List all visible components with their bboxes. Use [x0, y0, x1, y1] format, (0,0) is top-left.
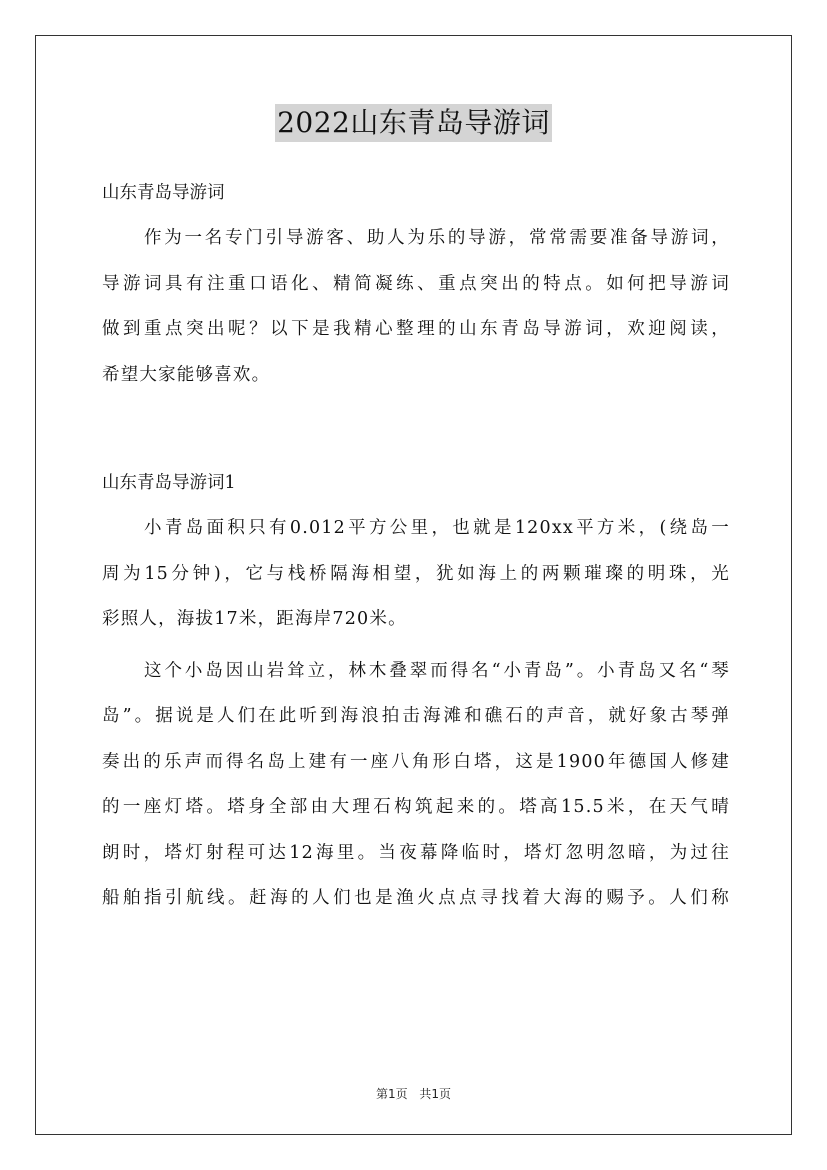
paragraph-line: 朗时，塔灯射程可达12海里。当夜幕降临时，塔灯忽明忽暗，为过往: [102, 842, 730, 863]
intro-heading: 山东青岛导游词: [102, 183, 225, 203]
section1-paragraph-2: [102, 649, 730, 922]
section-gap: [102, 398, 730, 460]
paragraph-line: 奏出的乐声而得名岛上建有一座八角形白塔，这是1900年德国人修建: [102, 751, 730, 772]
paragraph-line: 希望大家能够喜欢。: [102, 364, 271, 385]
document-title: 2022山东青岛导游词: [275, 104, 552, 142]
page-number-total: 共1页: [419, 1087, 452, 1101]
paragraph-line: 做到重点突出呢？以下是我精心整理的山东青岛导游词，欢迎阅读，: [102, 319, 730, 339]
paragraph-line: 导游词具有注重口语化、精简凝练、重点突出的特点。如何把导游词: [102, 273, 730, 294]
document-body: [102, 170, 730, 922]
paragraph-line: 岛”。据说是人们在此听到海浪拍击海滩和礁石的声音，就好象古琴弹: [102, 706, 730, 726]
paragraph-line: 作为一名专门引导游客、助人为乐的导游，常常需要准备导游词，: [144, 228, 730, 248]
section1-paragraph-1: [102, 506, 730, 643]
paragraph-line: 这个小岛因山岩耸立，林木叠翠而得名“小青岛”。小青岛又名“琴: [144, 660, 730, 681]
paragraph-line: 小青岛面积只有0.012平方公里，也就是120xx平方米，(绕岛一: [144, 518, 730, 538]
intro-paragraph: [102, 216, 730, 398]
paragraph-line: 船舶指引航线。赶海的人们也是渔火点点寻找着大海的赐予。人们称: [102, 888, 730, 908]
section-heading: 山东青岛导游词1: [102, 473, 236, 493]
paragraph-line: 周为15分钟)，它与栈桥隔海相望，犹如海上的两颗璀璨的明珠，光: [102, 563, 730, 584]
page-footer: [0, 1085, 827, 1102]
title-container: [0, 104, 827, 142]
paragraph-line: 的一座灯塔。塔身全部由大理石构筑起来的。塔高15.5米，在天气晴: [102, 797, 730, 817]
page-number-current: 第1页: [375, 1087, 408, 1101]
paragraph-line: 彩照人，海拔17米，距海岸720米。: [102, 609, 407, 629]
